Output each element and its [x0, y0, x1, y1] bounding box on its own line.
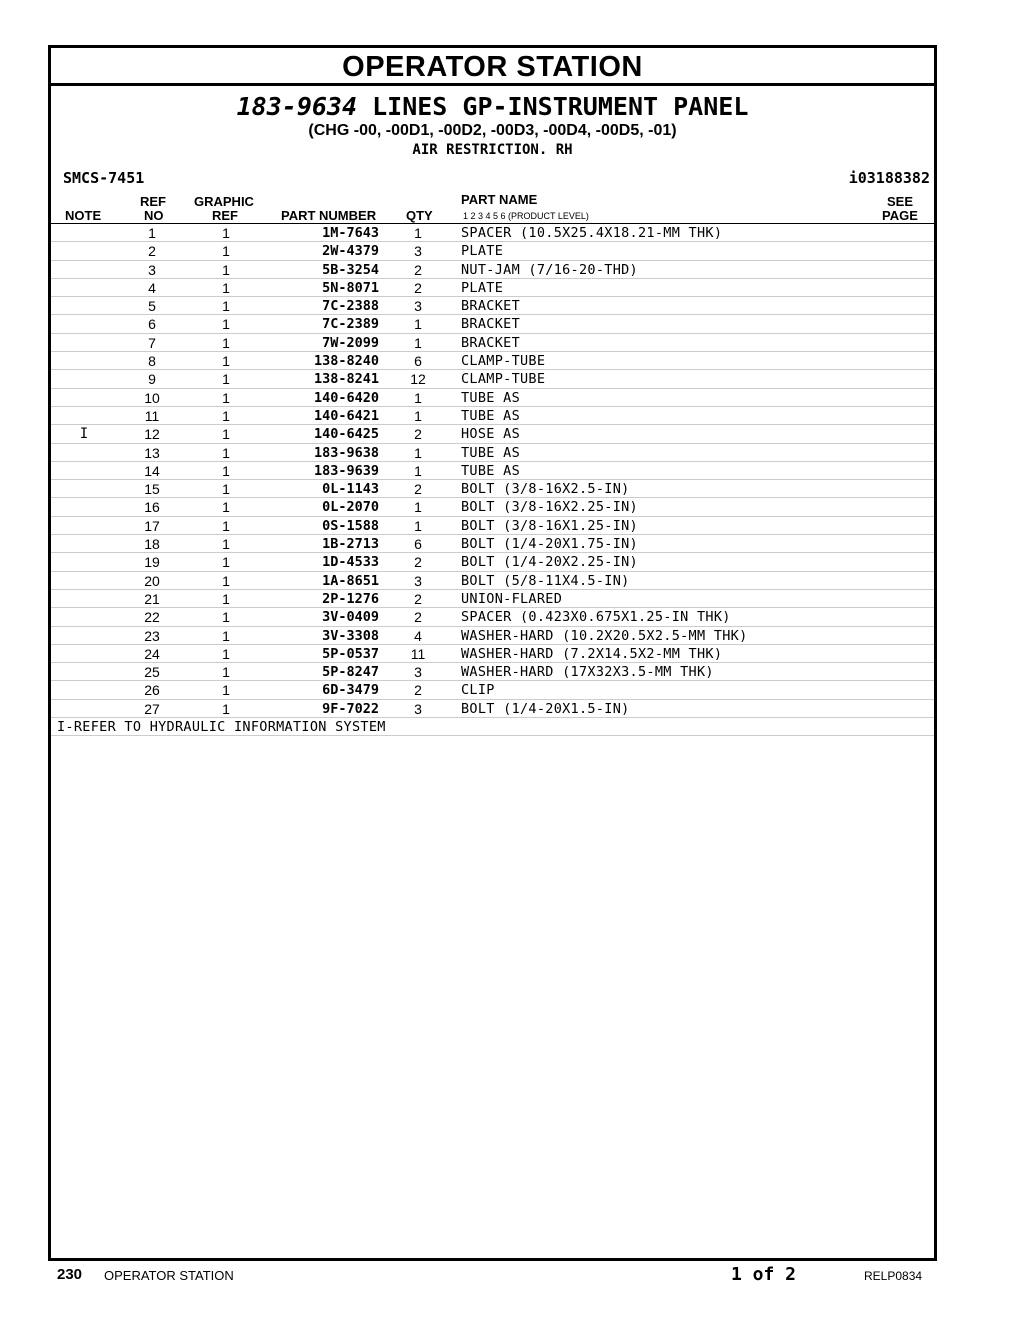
ref-no-cell: 8	[148, 353, 156, 370]
part-name-cell: TUBE AS	[461, 462, 520, 479]
graphic-ref-cell: 1	[222, 682, 230, 699]
footnote: I-REFER TO HYDRAULIC INFORMATION SYSTEM	[51, 718, 934, 736]
part-name-cell: BOLT (3/8-16X2.5-IN)	[461, 481, 630, 498]
qty-cell: 1	[414, 389, 422, 406]
table-row	[51, 590, 934, 608]
graphic-ref-cell: 1	[222, 627, 230, 644]
graphic-ref-cell: 1	[222, 572, 230, 589]
part-name-cell: HOSE AS	[461, 426, 520, 443]
graphic-ref-cell: 1	[222, 426, 230, 443]
ref-no-cell: 11	[144, 407, 160, 424]
qty-cell: 2	[414, 609, 422, 626]
table-row	[51, 681, 934, 699]
table-row	[51, 389, 934, 407]
part-name-cell: WASHER-HARD (10.2X20.5X2.5-MM THK)	[461, 627, 748, 644]
part-number-cell: 138-8240	[313, 353, 379, 370]
qty-cell: 1	[414, 444, 422, 461]
qty-cell: 2	[414, 279, 422, 296]
part-number-cell: 0L-2070	[322, 499, 379, 516]
table-row	[51, 370, 934, 388]
qty-cell: 3	[414, 298, 422, 315]
part-name-cell: WASHER-HARD (7.2X14.5X2-MM THK)	[461, 645, 723, 662]
header-see-bottom: PAGE	[882, 208, 918, 223]
qty-cell: 1	[414, 462, 422, 479]
graphic-ref-cell: 1	[222, 609, 230, 626]
illustration-id: i03188382	[848, 169, 930, 187]
change-line: (CHG -00, -00D1, -00D2, -00D3, -00D4, -00D5, -01)	[308, 122, 677, 139]
part-name-cell: BOLT (1/4-20X1.5-IN)	[461, 700, 630, 717]
graphic-ref-cell: 1	[222, 554, 230, 571]
header-see-top: SEE	[887, 194, 914, 209]
part-name-cell: SPACER (10.5X25.4X18.21-MM THK)	[461, 225, 723, 241]
graphic-ref-cell: 1	[222, 664, 230, 681]
header-note: NOTE	[65, 208, 102, 223]
part-number-cell: 140-6425	[313, 426, 379, 443]
part-number-cell: 3V-3308	[322, 627, 379, 644]
part-name-cell: CLAMP-TUBE	[461, 353, 546, 370]
graphic-ref-cell: 1	[222, 279, 230, 296]
graphic-ref-cell: 1	[222, 243, 230, 260]
ref-no-cell: 21	[144, 590, 160, 607]
ref-no-cell: 24	[144, 645, 160, 662]
ref-no-cell: 18	[144, 536, 160, 553]
part-number-cell: 7C-2388	[322, 298, 379, 315]
ref-no-cell: 2	[148, 243, 156, 260]
ref-no-cell: 14	[144, 462, 160, 479]
table-row	[51, 224, 934, 242]
qty-cell: 1	[414, 407, 422, 424]
table-row	[51, 315, 934, 333]
header-qty: QTY	[406, 208, 433, 223]
ref-no-cell: 10	[144, 389, 160, 406]
graphic-ref-cell: 1	[222, 590, 230, 607]
ref-no-cell: 9	[148, 371, 156, 388]
part-number-cell: 9F-7022	[322, 700, 379, 717]
ref-no-cell: 6	[148, 316, 156, 333]
qty-cell: 1	[414, 517, 422, 534]
table-row	[51, 517, 934, 535]
document-code: RELP0834	[864, 1269, 923, 1283]
part-number-cell: 0S-1588	[322, 517, 379, 534]
parts-table	[51, 224, 934, 718]
header-product-level: 1 2 3 4 5 6 (PRODUCT LEVEL)	[463, 211, 589, 221]
section-title: OPERATOR STATION	[51, 48, 934, 86]
part-number-cell: 5P-8247	[322, 664, 379, 681]
qty-cell: 3	[414, 700, 422, 717]
header-part-name: PART NAME	[461, 192, 538, 207]
header-graphic-bottom: REF	[212, 208, 238, 223]
ref-no-cell: 13	[144, 444, 160, 461]
table-row	[51, 498, 934, 516]
part-name-cell: BRACKET	[461, 334, 520, 351]
table-row	[51, 334, 934, 352]
part-name-cell: UNION-FLARED	[461, 590, 563, 607]
part-number-cell: 1D-4533	[322, 554, 379, 571]
table-row	[51, 663, 934, 681]
table-row	[51, 444, 934, 462]
qty-cell: 12	[410, 371, 426, 388]
table-row	[51, 242, 934, 260]
graphic-ref-cell: 1	[222, 517, 230, 534]
qty-cell: 6	[414, 353, 422, 370]
qty-cell: 1	[414, 499, 422, 516]
graphic-ref-cell: 1	[222, 499, 230, 516]
page-of: 1 of 2	[731, 1264, 797, 1285]
qty-cell: 6	[414, 536, 422, 553]
part-name-cell: BRACKET	[461, 316, 520, 333]
part-number-cell: 0L-1143	[322, 481, 379, 498]
part-number-cell: 6D-3479	[322, 682, 379, 699]
qty-cell: 3	[414, 572, 422, 589]
qty-cell: 2	[414, 682, 422, 699]
header-part-number: PART NUMBER	[281, 208, 377, 223]
table-row	[51, 462, 934, 480]
qty-cell: 4	[414, 627, 422, 644]
ref-no-cell: 4	[148, 279, 156, 296]
table-row	[51, 700, 934, 718]
graphic-ref-cell: 1	[222, 225, 230, 241]
qty-cell: 1	[414, 225, 422, 241]
qty-cell: 1	[414, 316, 422, 333]
page-number: 230	[57, 1266, 83, 1283]
graphic-ref-cell: 1	[222, 389, 230, 406]
table-row	[51, 407, 934, 425]
part-number-cell: 2P-1276	[322, 590, 379, 607]
part-number-cell: 140-6421	[313, 407, 379, 424]
ref-no-cell: 19	[144, 554, 160, 571]
part-name-cell: CLAMP-TUBE	[461, 371, 546, 388]
part-name-cell: TUBE AS	[461, 444, 520, 461]
part-name-cell: PLATE	[461, 243, 504, 260]
table-row	[51, 480, 934, 498]
table-row	[51, 535, 934, 553]
table-row	[51, 425, 934, 443]
part-name-cell: WASHER-HARD (17X32X3.5-MM THK)	[461, 664, 714, 681]
ref-no-cell: 27	[144, 700, 160, 717]
graphic-ref-cell: 1	[222, 700, 230, 717]
ref-no-cell: 22	[144, 609, 160, 626]
part-number-cell: 138-8241	[313, 371, 379, 388]
ref-no-cell: 17	[144, 517, 160, 534]
table-row	[51, 352, 934, 370]
part-name-cell: CLIP	[461, 682, 495, 699]
ref-no-cell: 7	[148, 334, 156, 351]
table-row	[51, 645, 934, 663]
part-name-cell: PLATE	[461, 279, 504, 296]
table-row	[51, 627, 934, 645]
part-name-cell: NUT-JAM (7/16-20-THD)	[461, 261, 638, 278]
graphic-ref-cell: 1	[222, 481, 230, 498]
table-row	[51, 279, 934, 297]
graphic-ref-cell: 1	[222, 645, 230, 662]
part-number-cell: 140-6420	[313, 389, 379, 406]
table-row	[51, 553, 934, 571]
part-number-cell: 1A-8651	[322, 572, 379, 589]
part-number-cell: 5N-8071	[322, 279, 379, 296]
part-name-cell: TUBE AS	[461, 389, 520, 406]
part-number-cell: 2W-4379	[322, 243, 379, 260]
part-name-cell: BOLT (3/8-16X1.25-IN)	[461, 517, 638, 534]
ref-no-cell: 3	[148, 261, 156, 278]
graphic-ref-cell: 1	[222, 334, 230, 351]
graphic-ref-cell: 1	[222, 316, 230, 333]
header-ref-top: REF	[140, 194, 166, 209]
ref-no-cell: 20	[144, 572, 160, 589]
parts-page-frame	[48, 45, 937, 1261]
table-row	[51, 572, 934, 590]
ref-no-cell: 26	[144, 682, 160, 699]
qty-cell: 2	[414, 481, 422, 498]
part-number-cell: 183-9638	[313, 444, 379, 461]
qty-cell: 1	[414, 334, 422, 351]
qty-cell: 2	[414, 590, 422, 607]
part-number-cell: 1B-2713	[322, 536, 379, 553]
smcs-code: SMCS-7451	[63, 169, 145, 187]
graphic-ref-cell: 1	[222, 353, 230, 370]
header-ref-bottom: NO	[144, 208, 164, 223]
table-header	[51, 189, 934, 224]
part-name-cell: BOLT (3/8-16X2.25-IN)	[461, 499, 638, 516]
part-number-cell: 7W-2099	[322, 334, 379, 351]
part-number-cell: 7C-2389	[322, 316, 379, 333]
part-name-cell: BOLT (5/8-11X4.5-IN)	[461, 572, 630, 589]
smcs-row	[51, 167, 934, 189]
graphic-ref-cell: 1	[222, 462, 230, 479]
assembly-name: LINES GP-INSTRUMENT PANEL	[372, 92, 749, 121]
assembly-note: AIR RESTRICTION. RH	[412, 142, 573, 158]
table-row	[51, 297, 934, 315]
qty-cell: 3	[414, 664, 422, 681]
qty-cell: 2	[414, 261, 422, 278]
assembly-part-number: 183-9634	[236, 92, 358, 121]
graphic-ref-cell: 1	[222, 536, 230, 553]
footer-section: OPERATOR STATION	[104, 1268, 234, 1283]
ref-no-cell: 5	[148, 298, 156, 315]
ref-no-cell: 16	[144, 499, 160, 516]
graphic-ref-cell: 1	[222, 371, 230, 388]
graphic-ref-cell: 1	[222, 261, 230, 278]
part-name-cell: BOLT (1/4-20X1.75-IN)	[461, 536, 638, 553]
header-graphic-top: GRAPHIC	[194, 194, 254, 209]
page-footer	[0, 1266, 1020, 1290]
ref-no-cell: 23	[144, 627, 160, 644]
table-row	[51, 261, 934, 279]
part-number-cell: 3V-0409	[322, 609, 379, 626]
ref-no-cell: 1	[148, 225, 156, 241]
part-number-cell: 183-9639	[313, 462, 379, 479]
assembly-title	[51, 94, 934, 120]
ref-no-cell: 25	[144, 664, 160, 681]
graphic-ref-cell: 1	[222, 407, 230, 424]
qty-cell: 11	[410, 645, 426, 662]
part-number-cell: 5P-0537	[322, 645, 379, 662]
table-row	[51, 608, 934, 626]
qty-cell: 3	[414, 243, 422, 260]
part-number-cell: 5B-3254	[322, 261, 379, 278]
note-cell: I	[79, 426, 89, 443]
ref-no-cell: 15	[144, 481, 160, 498]
part-name-cell: TUBE AS	[461, 407, 520, 424]
qty-cell: 2	[414, 554, 422, 571]
part-number-cell: 1M-7643	[322, 225, 379, 241]
graphic-ref-cell: 1	[222, 444, 230, 461]
part-name-cell: SPACER (0.423X0.675X1.25-IN THK)	[461, 609, 731, 626]
part-name-cell: BRACKET	[461, 298, 520, 315]
ref-no-cell: 12	[144, 426, 160, 443]
graphic-ref-cell: 1	[222, 298, 230, 315]
part-name-cell: BOLT (1/4-20X2.25-IN)	[461, 554, 638, 571]
qty-cell: 2	[414, 426, 422, 443]
